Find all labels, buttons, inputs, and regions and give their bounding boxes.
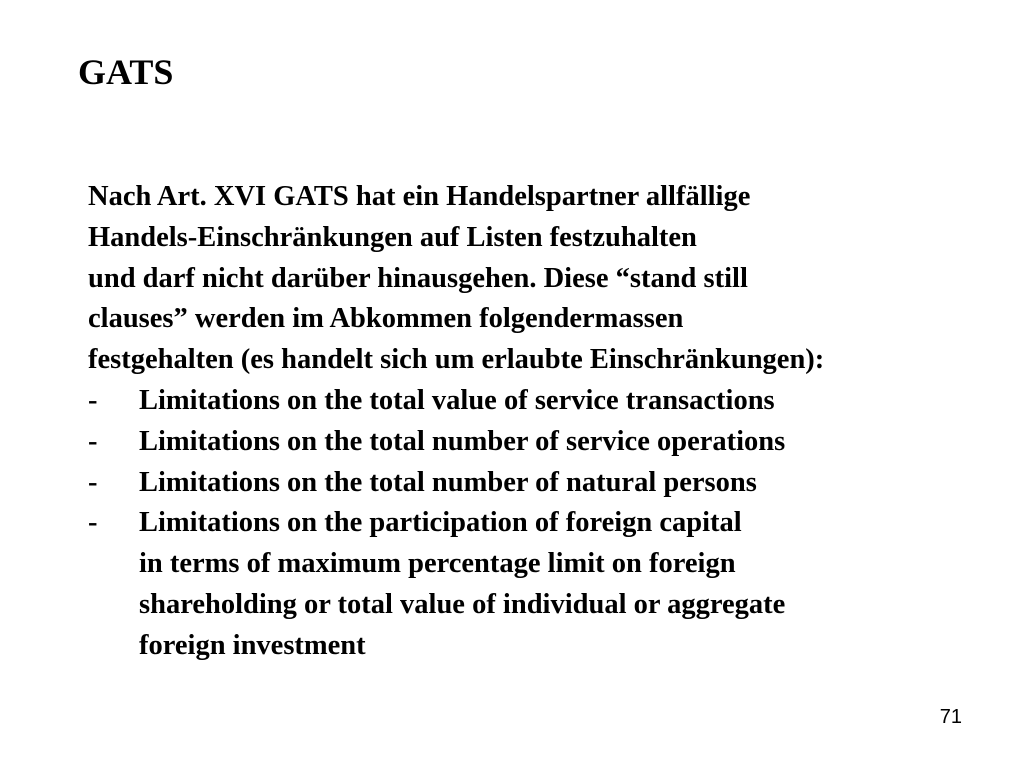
bullet-text: Limitations on the total number of natural persons [139,466,757,498]
bullet-continuation-line: in terms of maximum percentage limit on foreign [139,548,736,580]
bullet-continuation-line: foreign investment [139,629,366,661]
intro-line: Handels-Einschränkungen auf Listen festzuhalten [88,221,697,253]
bullet-text: Limitations on the participation of foreign capital [139,507,742,539]
bullet-text: Limitations on the total value of service transactions [139,384,775,416]
bullet-item [88,463,1008,504]
bullet-text: Limitations on the total number of service operations [139,425,786,457]
intro-line: und darf nicht darüber hinausgehen. Diese “stand still [88,262,748,294]
bullet-continuation-line: shareholding or total value of individual or aggregate [139,588,786,620]
bullet-item [88,422,1008,463]
intro-line: clauses” werden im Abkommen folgendermassen [88,303,684,335]
bullet-marker: - [88,384,98,416]
intro-line: Nach Art. XVI GATS hat ein Handelspartner allfällige [88,181,751,212]
page-number: 71 [939,706,962,728]
bullet-marker: - [88,507,98,539]
bullet-marker: - [88,466,98,498]
intro-line: festgehalten (es handelt sich um erlaubte Einschränkungen): [88,344,825,376]
slide-title: GATS [78,52,174,92]
bullet-item [88,381,1008,422]
slide-body [88,177,1008,667]
bullet-item [88,503,1008,544]
bullet-marker: - [88,425,98,457]
